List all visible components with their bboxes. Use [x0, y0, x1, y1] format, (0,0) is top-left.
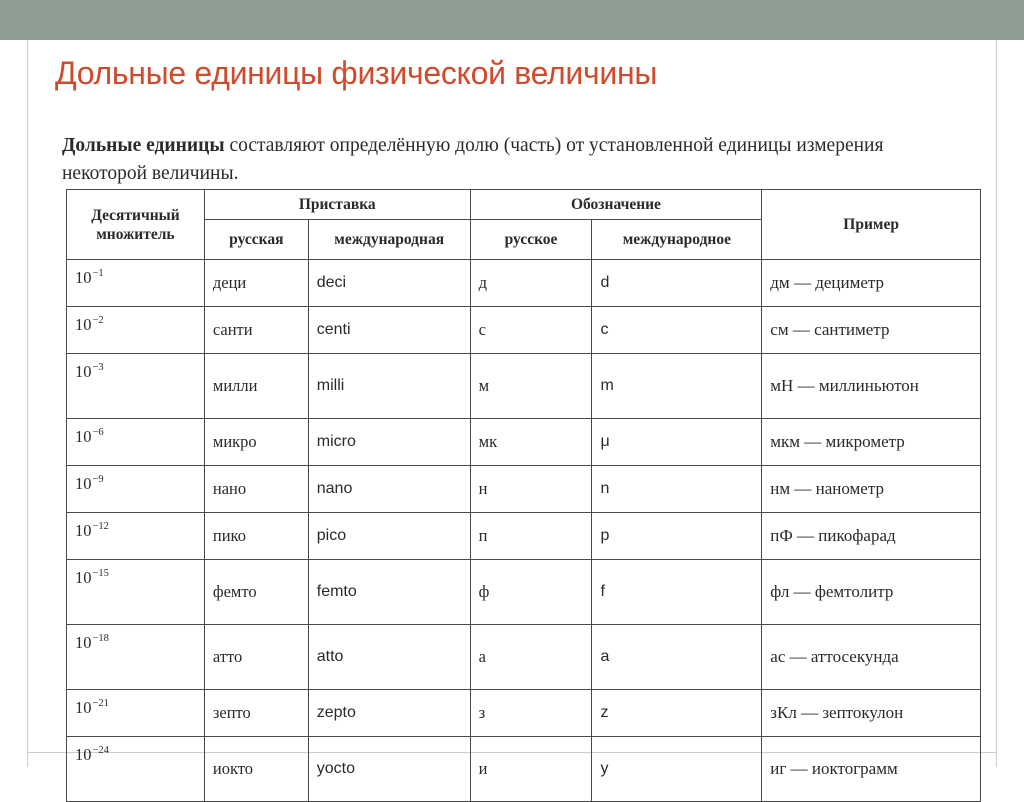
table-row — [67, 513, 981, 560]
table-row — [67, 354, 981, 419]
symbol-intl-cell: a — [592, 625, 762, 690]
example-cell: ас — аттосекунда — [762, 625, 981, 690]
factor-exponent: −21 — [92, 698, 109, 709]
slide-top-bar — [0, 0, 1024, 40]
factor-base: 10 — [75, 474, 92, 493]
intro-paragraph — [62, 132, 942, 188]
header-prefix: Приставка — [204, 190, 470, 220]
header-prefix-ru: русская — [204, 220, 308, 260]
factor-exponent: −1 — [92, 268, 104, 279]
prefix-intl-cell: yocto — [308, 737, 470, 802]
factor-cell — [67, 354, 205, 419]
symbol-ru-cell: п — [470, 513, 592, 560]
symbol-intl-cell: d — [592, 260, 762, 307]
factor-exponent: −15 — [92, 568, 109, 579]
table-row — [67, 260, 981, 307]
prefix-intl-cell: femto — [308, 560, 470, 625]
factor-cell — [67, 560, 205, 625]
symbol-intl-cell: y — [592, 737, 762, 802]
slide-title: Дольные единицы физической величины — [55, 55, 658, 91]
factor-exponent: −18 — [92, 633, 109, 644]
example-cell: иг — иоктограмм — [762, 737, 981, 802]
submultiple-units-table — [66, 189, 981, 802]
header-symbol-ru: русское — [470, 220, 592, 260]
factor-base: 10 — [75, 568, 92, 587]
table-row — [67, 419, 981, 466]
example-cell: нм — нанометр — [762, 466, 981, 513]
table-row — [67, 625, 981, 690]
symbol-ru-cell: и — [470, 737, 592, 802]
header-example: Пример — [762, 190, 981, 260]
prefix-ru-cell: милли — [204, 354, 308, 419]
prefix-ru-cell: пико — [204, 513, 308, 560]
factor-base: 10 — [75, 633, 92, 652]
symbol-ru-cell: з — [470, 690, 592, 737]
factor-exponent: −2 — [92, 315, 104, 326]
factor-exponent: −3 — [92, 362, 104, 373]
factor-base: 10 — [75, 698, 92, 717]
prefix-ru-cell: деци — [204, 260, 308, 307]
factor-exponent: −6 — [92, 427, 104, 438]
example-cell: мН — миллиньютон — [762, 354, 981, 419]
factor-base: 10 — [75, 521, 92, 540]
symbol-intl-cell: n — [592, 466, 762, 513]
symbol-ru-cell: д — [470, 260, 592, 307]
table-row — [67, 690, 981, 737]
factor-base: 10 — [75, 268, 92, 287]
symbol-ru-cell: а — [470, 625, 592, 690]
factor-cell — [67, 737, 205, 802]
prefix-intl-cell: milli — [308, 354, 470, 419]
factor-cell — [67, 690, 205, 737]
symbol-ru-cell: с — [470, 307, 592, 354]
symbol-ru-cell: мк — [470, 419, 592, 466]
prefix-intl-cell: pico — [308, 513, 470, 560]
example-cell: фл — фемтолитр — [762, 560, 981, 625]
factor-exponent: −24 — [92, 745, 109, 756]
example-cell: см — сантиметр — [762, 307, 981, 354]
symbol-intl-cell: f — [592, 560, 762, 625]
symbol-ru-cell: н — [470, 466, 592, 513]
factor-base: 10 — [75, 315, 92, 334]
prefix-ru-cell: зепто — [204, 690, 308, 737]
factor-cell — [67, 625, 205, 690]
factor-exponent: −12 — [92, 521, 109, 532]
prefix-ru-cell: нано — [204, 466, 308, 513]
symbol-intl-cell: p — [592, 513, 762, 560]
symbol-intl-cell: μ — [592, 419, 762, 466]
factor-cell — [67, 466, 205, 513]
symbol-ru-cell: ф — [470, 560, 592, 625]
factor-exponent: −9 — [92, 474, 104, 485]
table-row — [67, 307, 981, 354]
example-cell: пФ — пикофарад — [762, 513, 981, 560]
prefix-ru-cell: атто — [204, 625, 308, 690]
factor-base: 10 — [75, 427, 92, 446]
header-symbol-intl: международное — [592, 220, 762, 260]
prefix-ru-cell: санти — [204, 307, 308, 354]
symbol-intl-cell: z — [592, 690, 762, 737]
prefix-intl-cell: micro — [308, 419, 470, 466]
factor-cell — [67, 513, 205, 560]
symbol-ru-cell: м — [470, 354, 592, 419]
symbol-intl-cell: c — [592, 307, 762, 354]
header-factor: Десятичный множитель — [67, 190, 205, 260]
example-cell: зКл — зептокулон — [762, 690, 981, 737]
header-symbol: Обозначение — [470, 190, 762, 220]
factor-cell — [67, 307, 205, 354]
prefix-intl-cell: zepto — [308, 690, 470, 737]
factor-cell — [67, 260, 205, 307]
example-cell: дм — дециметр — [762, 260, 981, 307]
table-row — [67, 737, 981, 802]
slide-frame-left — [27, 40, 28, 767]
prefix-ru-cell: микро — [204, 419, 308, 466]
factor-cell — [67, 419, 205, 466]
table-row — [67, 466, 981, 513]
factor-base: 10 — [75, 362, 92, 381]
factor-base: 10 — [75, 745, 92, 764]
header-prefix-intl: международная — [308, 220, 470, 260]
slide-frame-right — [996, 40, 997, 767]
prefix-intl-cell: nano — [308, 466, 470, 513]
prefix-ru-cell: фемто — [204, 560, 308, 625]
prefix-intl-cell: deci — [308, 260, 470, 307]
prefix-intl-cell: centi — [308, 307, 470, 354]
prefix-ru-cell: иокто — [204, 737, 308, 802]
table-row — [67, 560, 981, 625]
intro-text: составляют определённую долю (часть) от установленной единицы измерения некоторой величины. — [62, 135, 884, 184]
prefix-intl-cell: atto — [308, 625, 470, 690]
symbol-intl-cell: m — [592, 354, 762, 419]
example-cell: мкм — микрометр — [762, 419, 981, 466]
intro-bold-term: Дольные единицы — [62, 135, 225, 156]
